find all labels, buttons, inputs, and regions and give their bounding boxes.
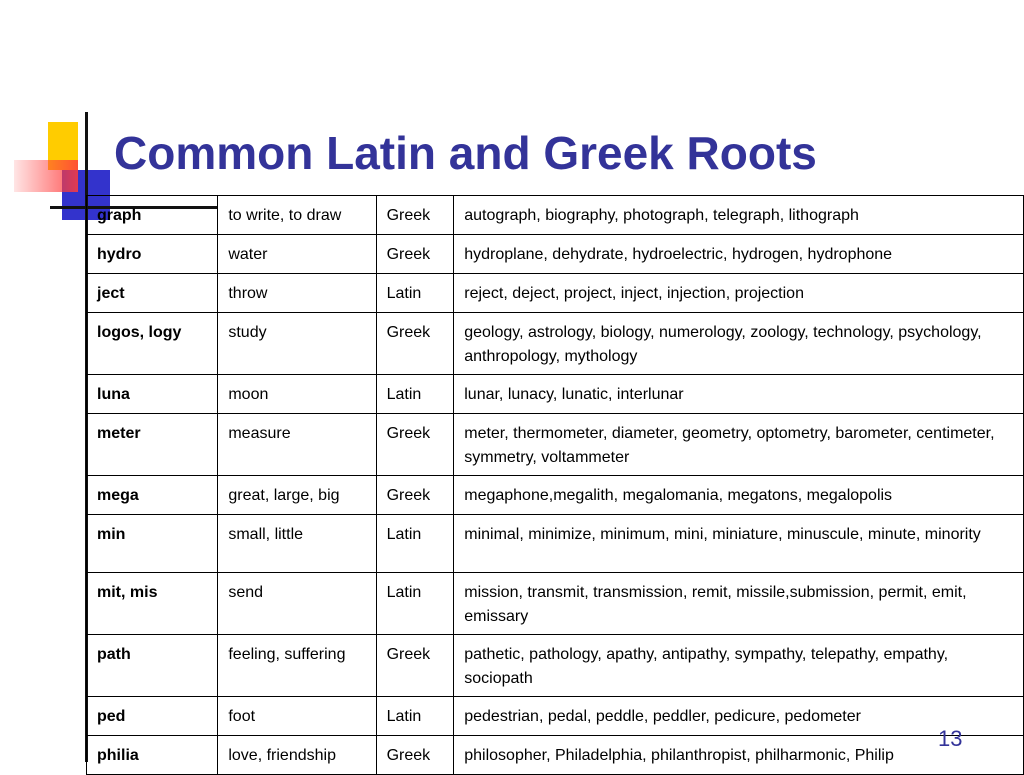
root-cell: philia	[87, 736, 218, 775]
root-cell: ject	[87, 274, 218, 313]
root-cell: path	[87, 635, 218, 697]
meaning-cell: to write, to draw	[218, 196, 376, 235]
root-cell: ped	[87, 697, 218, 736]
origin-cell: Latin	[376, 515, 454, 573]
origin-cell: Latin	[376, 274, 454, 313]
examples-cell: meter, thermometer, diameter, geometry, optometry, barometer, centimeter, symmetry, voltammeter	[454, 414, 1024, 476]
origin-cell: Greek	[376, 414, 454, 476]
origin-cell: Greek	[376, 476, 454, 515]
origin-cell: Greek	[376, 635, 454, 697]
meaning-cell: moon	[218, 375, 376, 414]
table-row	[87, 375, 1024, 414]
root-cell: meter	[87, 414, 218, 476]
meaning-cell: throw	[218, 274, 376, 313]
table-row	[87, 196, 1024, 235]
meaning-cell: great, large, big	[218, 476, 376, 515]
root-cell: luna	[87, 375, 218, 414]
origin-cell: Greek	[376, 736, 454, 775]
root-cell: hydro	[87, 235, 218, 274]
examples-cell: hydroplane, dehydrate, hydroelectric, hydrogen, hydrophone	[454, 235, 1024, 274]
origin-cell: Greek	[376, 313, 454, 375]
table-row	[87, 414, 1024, 476]
table-row	[87, 515, 1024, 573]
origin-cell: Greek	[376, 196, 454, 235]
table-row	[87, 313, 1024, 375]
examples-cell: minimal, minimize, minimum, mini, miniature, minuscule, minute, minority	[454, 515, 1024, 573]
meaning-cell: measure	[218, 414, 376, 476]
examples-cell: geology, astrology, biology, numerology, zoology, technology, psychology, anthropology, mythology	[454, 313, 1024, 375]
examples-cell: pedestrian, pedal, peddle, peddler, pedicure, pedometer	[454, 697, 1024, 736]
root-cell: logos, logy	[87, 313, 218, 375]
table-row	[87, 635, 1024, 697]
table-row	[87, 573, 1024, 635]
examples-cell: reject, deject, project, inject, injection, projection	[454, 274, 1024, 313]
examples-cell: autograph, biography, photograph, telegraph, lithograph	[454, 196, 1024, 235]
table-row	[87, 274, 1024, 313]
page-number: 13	[938, 726, 963, 751]
decor-red-bar	[14, 160, 78, 192]
slide-title: Common Latin and Greek Roots	[114, 127, 817, 179]
examples-cell: megaphone,megalith, megalomania, megatons, megalopolis	[454, 476, 1024, 515]
meaning-cell: feeling, suffering	[218, 635, 376, 697]
root-cell: graph	[87, 196, 218, 235]
table-row	[87, 235, 1024, 274]
meaning-cell: love, friendship	[218, 736, 376, 775]
meaning-cell: small, little	[218, 515, 376, 573]
meaning-cell: send	[218, 573, 376, 635]
origin-cell: Greek	[376, 235, 454, 274]
origin-cell: Latin	[376, 697, 454, 736]
meaning-cell: foot	[218, 697, 376, 736]
table-row	[87, 736, 1024, 775]
root-cell: mit, mis	[87, 573, 218, 635]
meaning-cell: study	[218, 313, 376, 375]
table-row	[87, 697, 1024, 736]
root-cell: mega	[87, 476, 218, 515]
meaning-cell: water	[218, 235, 376, 274]
roots-table	[86, 195, 1024, 775]
examples-cell: lunar, lunacy, lunatic, interlunar	[454, 375, 1024, 414]
examples-cell: philosopher, Philadelphia, philanthropist, philharmonic, Philip	[454, 736, 1024, 775]
root-cell: min	[87, 515, 218, 573]
examples-cell: mission, transmit, transmission, remit, missile,submission, permit, emit, emissary	[454, 573, 1024, 635]
origin-cell: Latin	[376, 375, 454, 414]
examples-cell: pathetic, pathology, apathy, antipathy, sympathy, telepathy, empathy, sociopath	[454, 635, 1024, 697]
table-row	[87, 476, 1024, 515]
origin-cell: Latin	[376, 573, 454, 635]
